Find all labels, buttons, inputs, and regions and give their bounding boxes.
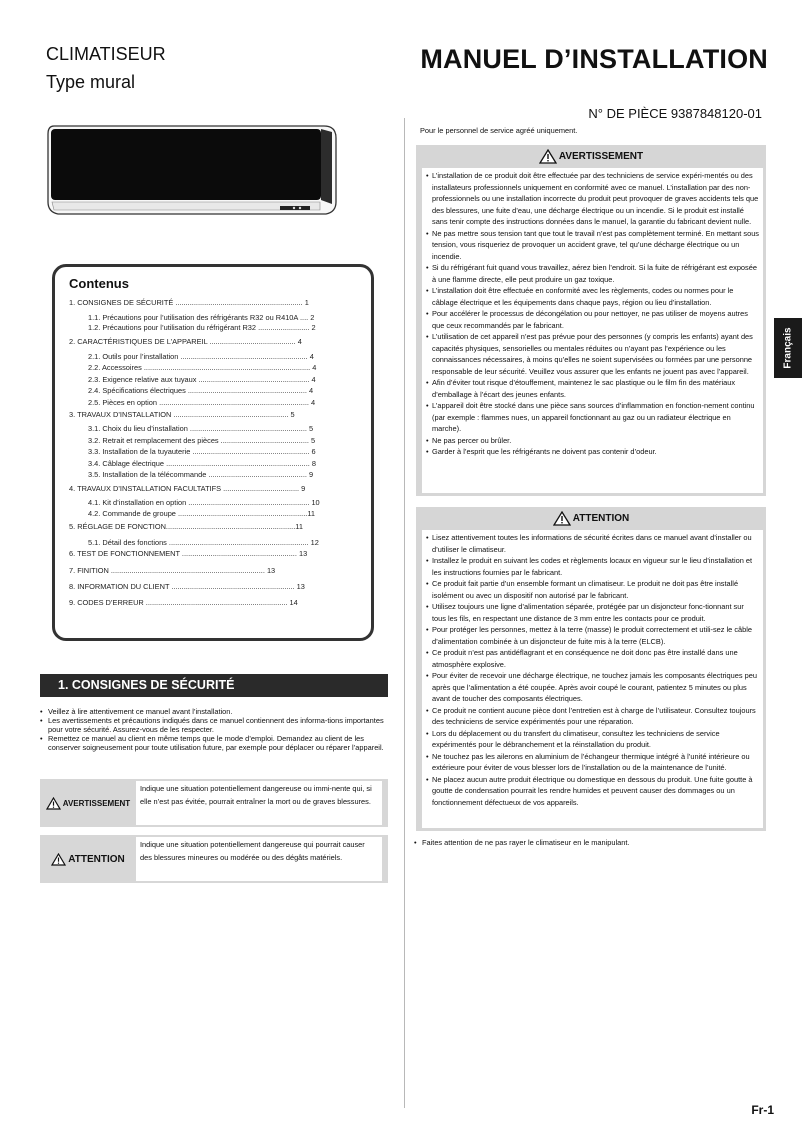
intro-list (40, 707, 384, 752)
list-item: • Ne placez aucun autre produit électrique ou domestique en dessous du produit. Une fuite goutte à goutte de condensation pourrait les rendre humides et peuvent causer des dommages ou un fonctionnement défectueux de vos appareils. (426, 774, 759, 809)
list-item: • Garder à l’esprit que les réfrigérants ne doivent pas contenir d’odeur. (426, 446, 759, 458)
service-note: Pour le personnel de service agréé uniquement. (420, 126, 578, 135)
legend-caution-text: Indique une situation potentiellement dangereuse qui pourrait causer des blessures mineures ou modérée ou des dégâts matériels. (136, 837, 382, 881)
list-item: • Remettez ce manuel au client en même temps que le mode d’emploi. Demandez au client de les conserver soigneusement pour toute utilisation future, par exemple pour déplacer ou réparer l’appareil. (40, 734, 384, 752)
toc-entry: 3. TRAVAUX D’INSTALLATION ........................................................ 5 (69, 410, 295, 419)
manual-title: MANUEL D’INSTALLATION (420, 44, 768, 74)
caution-list (422, 530, 763, 828)
warning-icon (539, 149, 557, 164)
warning-box-header (416, 145, 766, 167)
warning-box (416, 145, 766, 496)
product-type: Type mural (46, 72, 136, 92)
part-number: N° DE PIÈCE 9387848120-01 (588, 106, 762, 121)
toc-entry: 2. CARACTÉRISTIQUES DE L’APPAREIL .......................................... 4 (69, 337, 302, 346)
air-conditioner-illustration (44, 124, 344, 218)
toc-entry: 2.1. Outils pour l’installation .............................................................. 4 (88, 352, 314, 361)
legend-warning-text: Indique une situation potentiellement dangereuse ou immi-nente qui, si elle n’est pas évitée, pourrait entraîner la mort ou de graves blessures. (136, 781, 382, 825)
list-item: • L’utilisation de cet appareil n’est pas prévue pour des personnes (y compris les enfants) ayant des capacités physiques, sensorielles ou mentales réduites ou n’ayant pas l’expérience ou les connaissances nécessaires, à moins qu’elles ne soient supervisées ou formées par une personne responsable de leur sécurité. Veuillez vous assurer que les enfants ne jouent pas avec l’appareil. (426, 331, 759, 377)
list-item: • Lors du déplacement ou du transfert du climatiseur, consultez les techniciens de service expérimentés pour le débranchement et la réinstallation du produit. (426, 728, 759, 751)
caution-box-title: ATTENTION (572, 512, 630, 524)
list-item: • Les avertissements et précautions indiqués dans ce manuel contiennent des informa-tions importantes pour votre sécurité. Assurez-vous de les respecter. (40, 716, 384, 734)
list-item: • Ce produit ne contient aucune pièce dont l’entretien est à charge de l’utilisateur. Consultez toujours des techniciens de service expérimentés pour une réparation. (426, 705, 759, 728)
toc-entry: 3.5. Installation de la télécommande ................................................ 9 (88, 470, 314, 479)
toc-entry: 2.2. Accessoires ................................................................................. 4 (88, 363, 317, 372)
toc-entry: 6. TEST DE FONCTIONNEMENT ........................................................ 13 (69, 549, 308, 558)
toc-entry: 3.4. Câblage électrique ...................................................................... 8 (88, 459, 316, 468)
caution-box (416, 507, 766, 831)
toc-entry: 2.3. Exigence relative aux tuyaux ...................................................... 4 (88, 375, 316, 384)
warning-icon (46, 797, 61, 810)
legend-warning (40, 779, 388, 827)
list-item: • Lisez attentivement toutes les informations de sécurité écrites dans ce manuel avant d’installer ou d’utiliser le climatiseur. (426, 532, 759, 555)
list-item: • Installez le produit en suivant les codes et règlements locaux en vigueur sur le lieu d’installation et les instructions fournies par le fabricant. (426, 555, 759, 578)
column-divider (404, 118, 405, 1108)
list-item: • Ne pas percer ou brûler. (426, 435, 759, 447)
list-item: • Pour éviter de recevoir une décharge électrique, ne touchez jamais les composants électriques peu après que l’alimentation a été coupée. Après avoir coupé le courant, patientez 5 minutes ou plus avant de toucher des composants électriques. (426, 670, 759, 705)
toc-entry: 9. CODES D’ERREUR ..................................................................... 14 (69, 598, 298, 607)
list-item: • L’installation doit être effectuée en conformité avec les règlements, codes ou normes pour le câblage électrique et les équipements dans chaque pays, région ou lieu d’installation. (426, 285, 759, 308)
list-item: • Si du réfrigérant fuit quand vous travaillez, aérez bien l’endroit. Si la fuite de réfrigérant est exposée à une flamme directe, elle peut produire un gaz toxique. (426, 262, 759, 285)
toc-entry: 4.1. Kit d’installation en option ........................................................... 10 (88, 498, 320, 507)
product-name: CLIMATISEUR (46, 44, 166, 64)
toc-entry: 4.2. Commande de groupe ...............................................................11 (88, 509, 316, 518)
legend-warning-label: AVERTISSEMENT (40, 779, 136, 827)
list-item: • L’appareil doit être stocké dans une pièce sans sources d’inflammation en fonction-nement continu (par exemple : flammes nues, un appareil fonctionnant au gaz ou un radiateur électrique en marche). (426, 400, 759, 435)
list-item: • Faites attention de ne pas rayer le climatiseur en le manipulant. (414, 838, 629, 847)
list-item: • Pour protéger les personnes, mettez à la terre (masse) le produit correctement et utili-sez le câble d’alimentation combinée à un disjoncteur de fuite mis à la terre (ELCB). (426, 624, 759, 647)
caution-box-header (416, 507, 766, 529)
toc-entry: 1.1. Précautions pour l’utilisation des réfrigérants R32 ou R410A .... 2 (88, 313, 315, 322)
list-item: • Afin d’éviter tout risque d’étouffement, maintenez le sac plastique ou le film fin des matériaux d’emballage à l’écart des jeunes enfants. (426, 377, 759, 400)
list-item: • Utilisez toujours une ligne d’alimentation séparée, protégée par un disjoncteur fonc-tionnant sur tous les fils, en respectant une distance de 3 mm entre les contacts pour ce produit. (426, 601, 759, 624)
list-item: • Ne pas mettre sous tension tant que tout le travail n’est pas complètement terminé. En mettant sous tension, vous risqueriez de provoquer un accident grave, tel qu’une décharge électrique ou un incendie. (426, 228, 759, 263)
list-item: • Ce produit n’est pas antidéflagrant et en conséquence ne doit donc pas être installé dans une atmosphère explosive. (426, 647, 759, 670)
toc-entry: 4. TRAVAUX D’INSTALLATION FACULTATIFS ..................................... 9 (69, 484, 306, 493)
toc-entry: 5.1. Détail des fonctions .................................................................... 12 (88, 538, 319, 547)
legend-caution-label: ATTENTION (40, 835, 136, 883)
final-note-list (414, 838, 629, 847)
warning-list (422, 168, 763, 493)
list-item: • Pour accélérer le processus de décongélation ou pour nettoyer, ne pas utiliser de moyens autres que ceux recommandés par le fabricant. (426, 308, 759, 331)
section-title-bar: 1. CONSIGNES DE SÉCURITÉ (40, 674, 388, 697)
language-tab-label: Français (782, 327, 794, 369)
toc-entry: 3.1. Choix du lieu d’installation ......................................................... 5 (88, 424, 314, 433)
list-item: • L’installation de ce produit doit être effectuée par des techniciens de service expéri-mentés ou des installateurs professionnels uniquement en conformité avec ce manuel. L’installation par des non-professionnels ou une installation incorrecte du produit peut provoquer de graves accidents tels que des blessures, une fuite d’eau, une décharge électrique ou un incendie. Si le produit est installé sans tenir compte des instructions données dans le manuel, la garantie du fabricant devient nulle. (426, 170, 759, 228)
warning-box-title: AVERTISSEMENT (558, 150, 644, 162)
toc-entry: 5. RÉGLAGE DE FONCTION...............................................................11 (69, 522, 303, 531)
warning-icon (51, 853, 66, 866)
toc-entry: 3.2. Retrait et remplacement des pièces ........................................... 5 (88, 436, 316, 445)
toc-entry: 1.2. Précautions pour l’utilisation du réfrigérant R32 ......................... 2 (88, 323, 316, 332)
toc-entry: 1. CONSIGNES DE SÉCURITÉ .............................................................. 1 (69, 298, 309, 307)
page-number: Fr-1 (751, 1103, 774, 1117)
legend-caution (40, 835, 388, 883)
toc-title: Contenus (69, 276, 129, 291)
toc-entry: 2.4. Spécifications électriques .......................................................... 4 (88, 386, 314, 395)
toc-entry: 7. FINITION ........................................................................... 13 (69, 566, 276, 575)
toc-entry: 2.5. Pièces en option ......................................................................... 4 (88, 398, 316, 407)
warning-icon (553, 511, 571, 526)
language-tab (774, 318, 802, 378)
toc-entry: 3.3. Installation de la tuyauterie ......................................................... 6 (88, 447, 316, 456)
list-item: • Veillez à lire attentivement ce manuel avant l’installation. (40, 707, 384, 716)
toc-entry: 8. INFORMATION DU CLIENT ............................................................ 13 (69, 582, 305, 591)
list-item: • Ce produit fait partie d’un ensemble formant un climatiseur. Le produit ne doit pas être installé isolément ou avec un dispositif non autorisé par le fabricant. (426, 578, 759, 601)
list-item: • Ne touchez pas les ailerons en aluminium de l’échangeur thermique intégré à l’unité intérieure ou extérieure pour éviter de vous blesser lors de l’installation ou de la maintenance de l’unité. (426, 751, 759, 774)
